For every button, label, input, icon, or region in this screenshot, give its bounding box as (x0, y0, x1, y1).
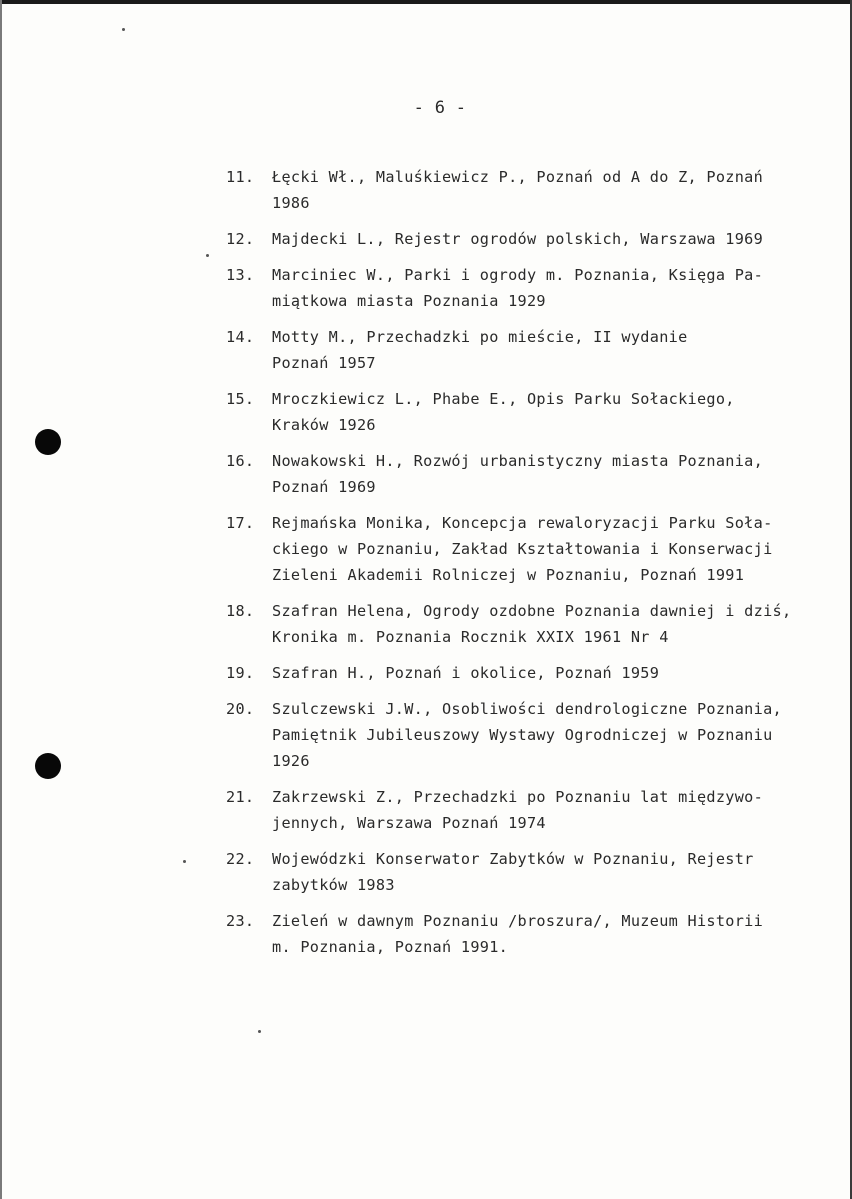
reference-number: 15. (226, 390, 255, 408)
reference-item (226, 386, 836, 438)
reference-text: Wojewódzki Konserwator Zabytków w Poznaniu, Rejestr zabytków 1983 (272, 850, 754, 894)
reference-list (226, 164, 836, 970)
reference-text: Nowakowski H., Rozwój urbanistyczny miasta Poznania, Poznań 1969 (272, 452, 764, 496)
reference-item (226, 324, 836, 376)
reference-number: 20. (226, 700, 255, 718)
reference-number: 19. (226, 664, 255, 682)
reference-number: 23. (226, 912, 255, 930)
scan-speck (258, 1030, 261, 1033)
reference-text: Zieleń w dawnym Poznaniu /broszura/, Muzeum Historii m. Poznania, Poznań 1991. (272, 912, 764, 956)
scan-edge-top (0, 0, 852, 4)
reference-number: 18. (226, 602, 255, 620)
scan-speck (122, 28, 125, 31)
reference-item (226, 784, 836, 836)
reference-item (226, 510, 836, 588)
reference-item (226, 846, 836, 898)
reference-number: 14. (226, 328, 255, 346)
reference-number: 17. (226, 514, 255, 532)
reference-text: Zakrzewski Z., Przechadzki po Poznaniu lat międzywo- jennych, Warszawa Poznań 1974 (272, 788, 764, 832)
punch-hole-upper (35, 429, 61, 455)
reference-text: Łęcki Wł., Maluśkiewicz P., Poznań od A do Z, Poznań 1986 (272, 168, 764, 212)
reference-item (226, 696, 836, 774)
reference-item (226, 660, 836, 686)
punch-hole-lower (35, 753, 61, 779)
reference-number: 11. (226, 168, 255, 186)
reference-text: Marciniec W., Parki i ogrody m. Poznania, Księga Pa- miątkowa miasta Poznania 1929 (272, 266, 764, 310)
reference-number: 13. (226, 266, 255, 284)
scan-edge-left (0, 0, 2, 1199)
reference-text: Rejmańska Monika, Koncepcja rewaloryzacji Parku Soła- ckiego w Poznaniu, Zakład Kształtowania i Konserwacji Zieleni Akademii Rolniczej w Poznaniu, Poznań 1991 (272, 514, 773, 584)
reference-item (226, 226, 836, 252)
reference-text: Szulczewski J.W., Osobliwości dendrologiczne Poznania, Pamiętnik Jubileuszowy Wystawy Ogrodniczej w Poznaniu 1926 (272, 700, 782, 770)
reference-item (226, 598, 836, 650)
reference-number: 22. (226, 850, 255, 868)
reference-item (226, 908, 836, 960)
reference-item (226, 164, 836, 216)
reference-number: 12. (226, 230, 255, 248)
reference-text: Szafran Helena, Ogrody ozdobne Poznania dawniej i dziś, Kronika m. Poznania Rocznik XXIX 1961 Nr 4 (272, 602, 792, 646)
reference-text: Motty M., Przechadzki po mieście, II wydanie Poznań 1957 (272, 328, 688, 372)
scan-speck (206, 254, 209, 257)
reference-item (226, 448, 836, 500)
page-number: - 6 - (413, 98, 467, 118)
reference-text: Mroczkiewicz L., Phabe E., Opis Parku Sołackiego, Kraków 1926 (272, 390, 735, 434)
scan-speck (183, 860, 186, 863)
reference-number: 21. (226, 788, 255, 806)
reference-item (226, 262, 836, 314)
reference-text: Szafran H., Poznań i okolice, Poznań 1959 (272, 664, 660, 682)
reference-text: Majdecki L., Rejestr ogrodów polskich, Warszawa 1969 (272, 230, 764, 248)
reference-number: 16. (226, 452, 255, 470)
